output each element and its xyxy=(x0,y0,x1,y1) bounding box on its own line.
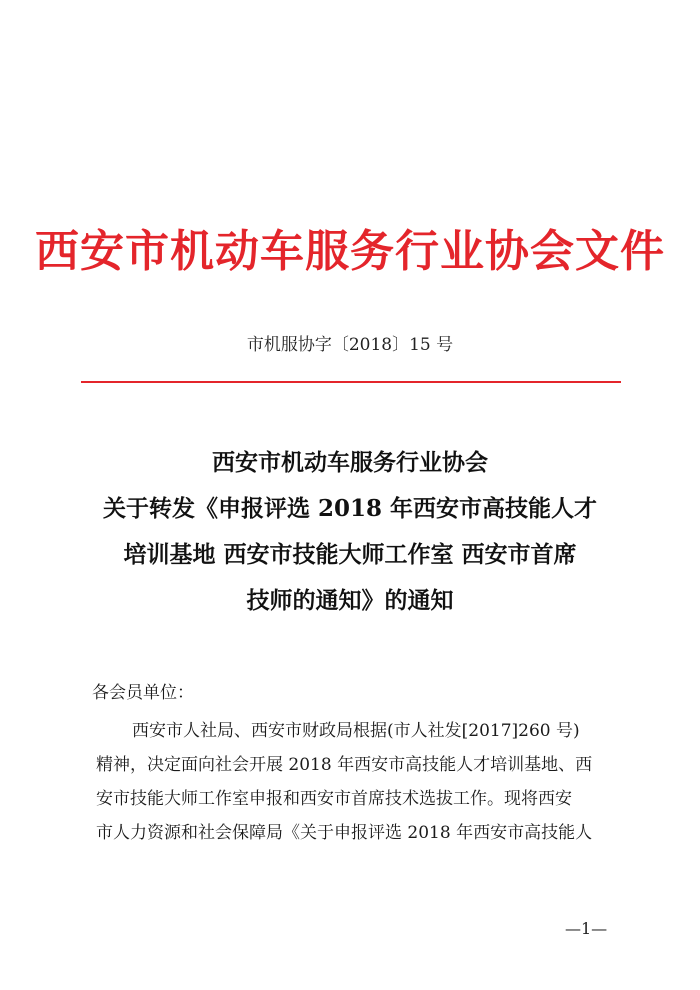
document-number: 市机服协字〔2018〕15 号 xyxy=(246,335,454,355)
document-title xyxy=(60,440,640,624)
title-line: 培训基地 西安市技能大师工作室 西安市首席 xyxy=(123,541,577,568)
body-line: 西安市人社局、西安市财政局根据(市人社发[2017]260 号) xyxy=(132,721,580,741)
salutation: 各会员单位： xyxy=(92,683,194,703)
page-number: —1— xyxy=(565,919,608,938)
body-line: 精神，决定面向社会开展 2018 年西安市高技能人才培训基地、西 xyxy=(96,755,593,775)
body-line: 安市技能大师工作室申报和西安市首席技术选拔工作。现将西安 xyxy=(96,789,572,809)
title-line: 西安市机动车服务行业协会 xyxy=(212,449,488,476)
body-text xyxy=(96,714,616,850)
title-line: 技师的通知》的通知 xyxy=(246,587,454,614)
red-divider xyxy=(81,381,621,383)
title-line: 关于转发《申报评选 2018 年西安市高技能人才 xyxy=(102,495,598,522)
body-line: 市人力资源和社会保障局《关于申报评选 2018 年西安市高技能人 xyxy=(96,823,593,843)
issuer-title: 西安市机动车服务行业协会文件 xyxy=(35,226,665,277)
